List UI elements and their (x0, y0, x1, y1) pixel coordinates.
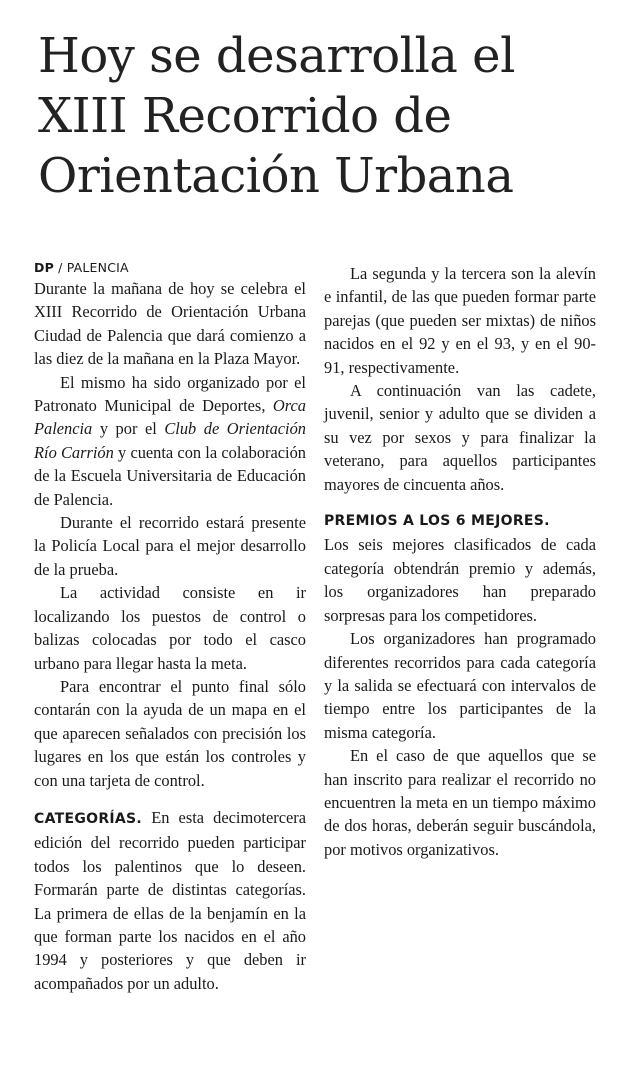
p2-text-c: y cuenta con la colaboración de la Escuela Universitaria de Educación de Palencia. (34, 442, 306, 509)
p2-orca: Orca Palencia (34, 396, 306, 439)
section-categories (34, 806, 306, 995)
p2-text-a: El mismo ha sido organizado por el Patronato Municipal de Deportes, (34, 372, 306, 416)
paragraph-categories-3: A continuación van las cadete, juvenil, senior y adulto que se dividen a su vez por sexos y para finalizar la veterano, para aquellos participantes mayores de cincuenta años. (324, 381, 596, 494)
article-column-left (34, 258, 306, 995)
headline-line: Hoy se desarrolla el (38, 28, 515, 84)
paragraph-intro: Durante la mañana de hoy se celebra el XIII Recorrido de Orientación Urbana Ciudad de Palencia que dará comienzo a las diez de la mañana en la Plaza Mayor. (34, 279, 306, 369)
headline-line: XIII Recorrido de (38, 88, 452, 144)
paragraph-map: Para encontrar el punto final sólo contarán con la ayuda de un mapa en el que aparecen señalados con precisión los lugares en los que están los controles y con una tarjeta de control. (34, 676, 306, 790)
article-column-right (324, 262, 596, 861)
byline (34, 258, 306, 277)
section-heading: PREMIOS A LOS 6 MEJORES. (324, 513, 550, 530)
section-heading: CATEGORÍAS. (34, 810, 143, 827)
section-text: En esta decimotercera edición del recorrido pueden participar todos los palentinos que lo deseen. Formarán parte de distintas categorías. La primera de ellas de la benjamín en la que forman parte los nacidos en el año 1994 y posteriores y que deben ir acompañados por un adulto. (34, 807, 306, 993)
byline-separator: / (53, 260, 67, 275)
paragraph-organizers (34, 371, 306, 511)
paragraph-routes: Los organizadores han programado diferentes recorridos para cada categoría y la salida se efectuará con intervalos de tiempo entre los participantes de la misma categoría. (324, 629, 596, 742)
p2-club: Club de Orientación Río Carrión (34, 419, 306, 462)
byline-agency: DP (34, 260, 54, 275)
paragraph-categories-2: La segunda y la tercera son la alevín e infantil, de las que pueden formar parte parejas (que pueden ser mixtas) de niños nacidos en el 92 y en el 93, y en el 90-91, respectivamente. (324, 264, 596, 377)
paragraph-activity: La actividad consiste en ir localizando los puestos de control o balizas colocadas por todo el casco urbano para llegar hasta la meta. (34, 583, 306, 673)
p2-text-b: y por el (92, 419, 165, 439)
byline-city: PALENCIA (66, 260, 129, 275)
paragraph-time-limit: En el caso de que aquellos que se han inscrito para realizar el recorrido no encuentren la meta en un tiempo máximo de dos horas, deberán seguir buscándola, por motivos organizativos. (324, 746, 596, 859)
headline-line: Orientación Urbana (38, 148, 514, 204)
paragraph-prizes: Los seis mejores clasificados de cada categoría obtendrán premio y además, los organizadores han preparado sorpresas para los competidores. (324, 535, 596, 625)
paragraph-police: Durante el recorrido estará presente la Policía Local para el mejor desarrollo de la prueba. (34, 513, 306, 579)
headline (38, 26, 618, 206)
